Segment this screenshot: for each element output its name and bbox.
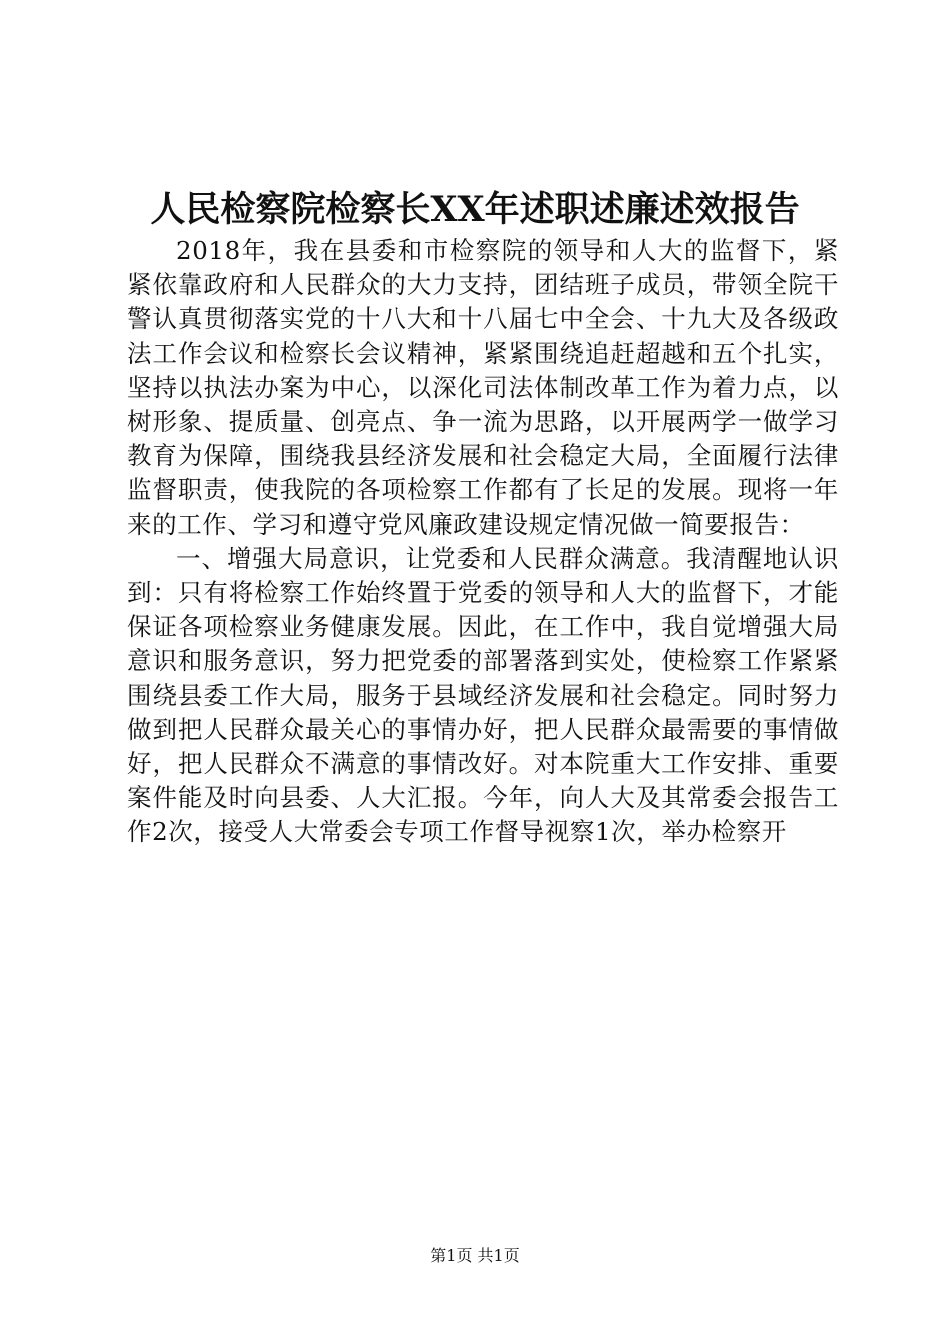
page-footer: 第1页 共1页 <box>430 1246 520 1265</box>
document-body <box>127 234 839 850</box>
paragraph-section-1: 一、增强大局意识，让党委和人民群众满意。我清醒地认识到：只有将检察工作始终置于党委的领导和人大的监督下，才能保证各项检察业务健康发展。因此，在工作中，我自觉增强大局意识和服务意识，努力把党委的部署落到实处，使检察工作紧紧围绕县委工作大局，服务于县域经济发展和社会稳定。同时努力做到把人民群众最关心的事情办好，把人民群众最需要的事情做好，把人民群众不满意的事情改好。对本院重大工作安排、重要案件能及时向县委、人大汇报。今年，向人大及其常委会报告工作2次，接受人大常委会专项工作督导视察1次，举办检察开 <box>127 543 839 847</box>
document-title: 人民检察院检察长XX年述职述廉述效报告 <box>150 189 800 230</box>
paragraph-intro: 2018年，我在县委和市检察院的领导和人大的监督下，紧紧依靠政府和人民群众的大力支持，团结班子成员，带领全院干警认真贯彻落实党的十八大和十八届七中全会、十九大及各级政法工作会议和检察长会议精神，紧紧围绕追赶超越和五个扎实，坚持以执法办案为中心，以深化司法体制改革工作为着力点，以树形象、提质量、创亮点、争一流为思路，以开展两学一做学习教育为保障，围绕我县经济发展和社会稳定大局，全面履行法律监督职责，使我院的各项检察工作都有了长足的发展。现将一年来的工作、学习和遵守党风廉政建设规定情况做一简要报告： <box>127 236 839 539</box>
